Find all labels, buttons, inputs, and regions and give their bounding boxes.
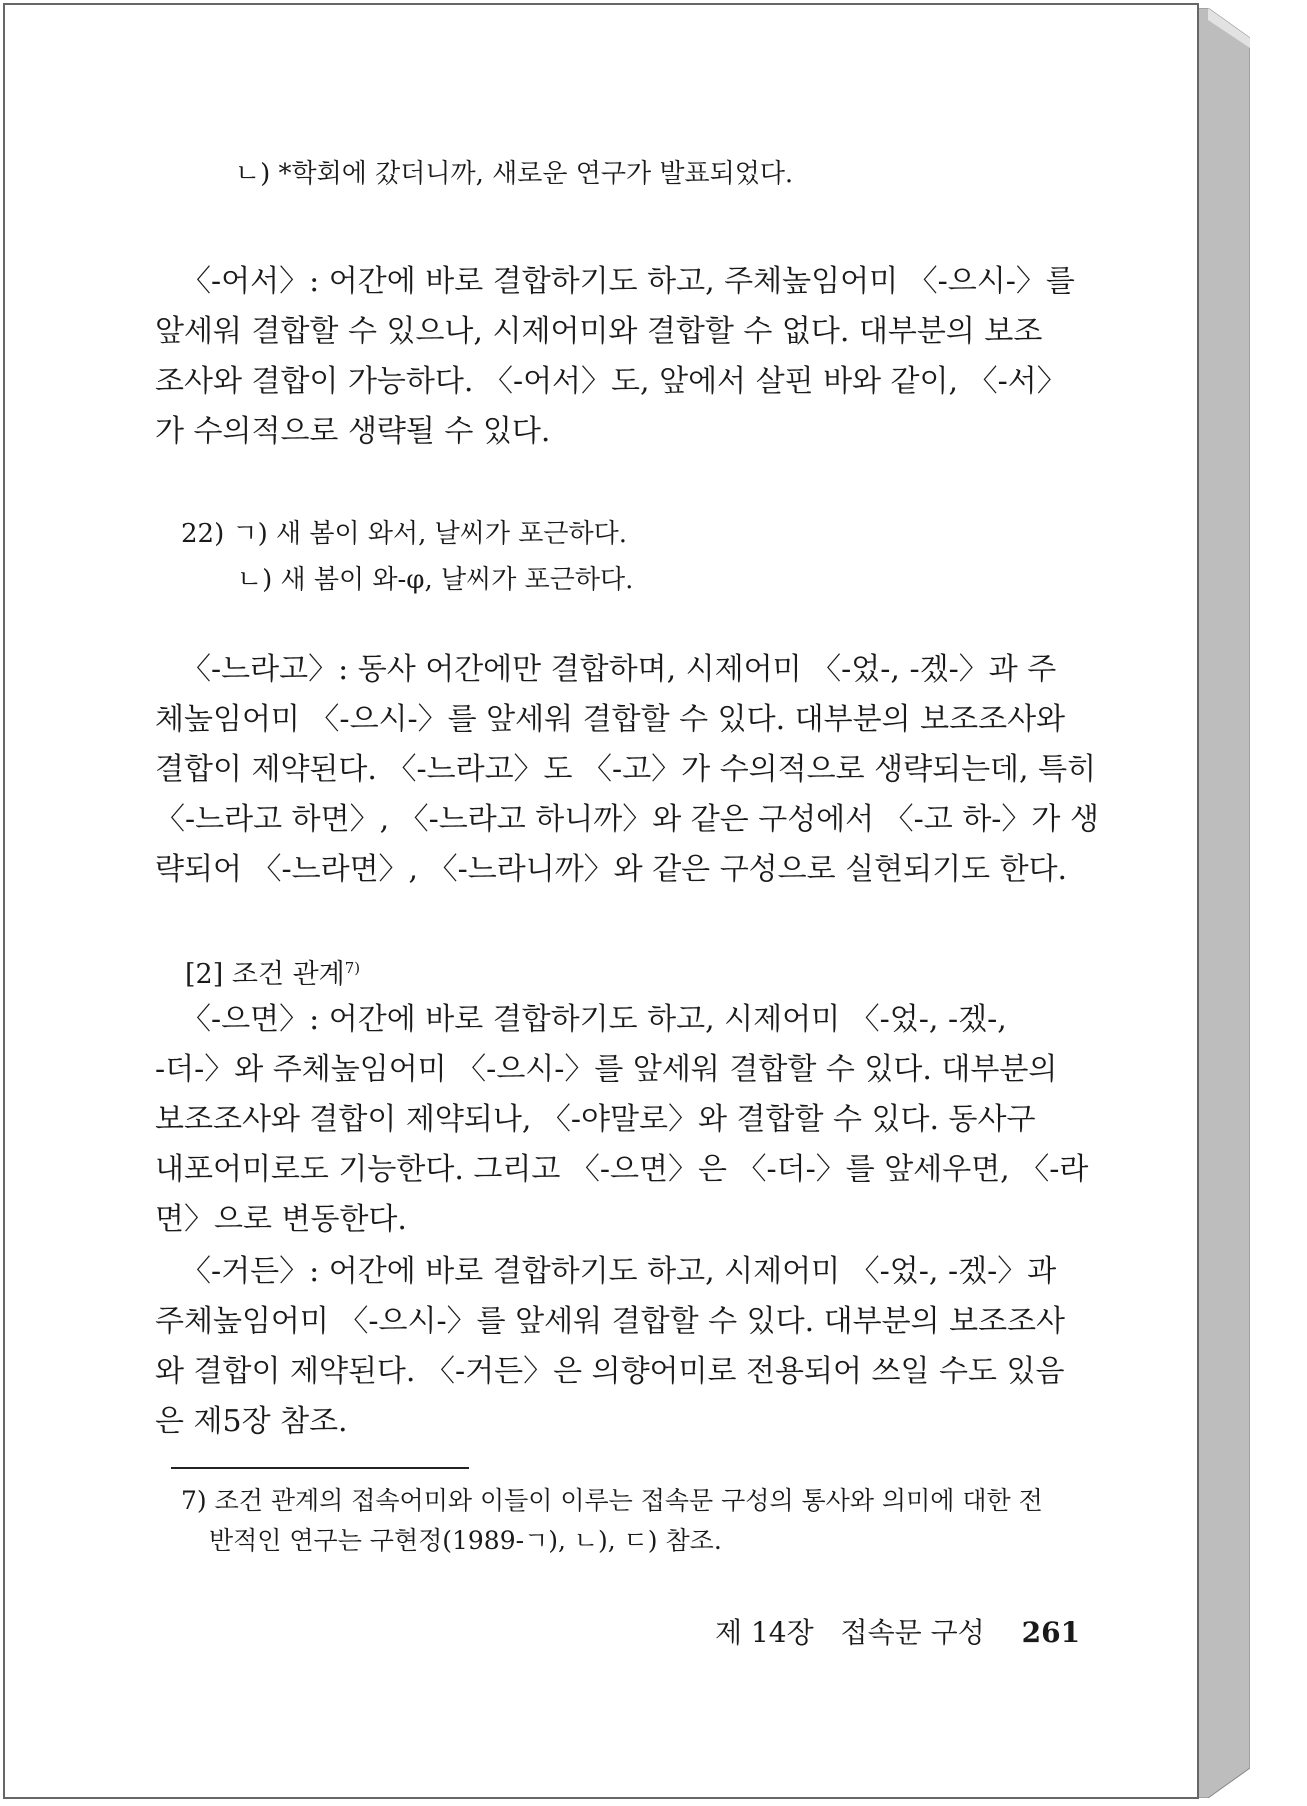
paragraph-line: 〈-거든〉: 어간에 바로 결합하기도 하고, 시제어미 〈-었-, -겠-〉과 [181, 1254, 1057, 1289]
paragraph-geodeun [155, 1247, 1065, 1447]
footnote-line: 반적인 연구는 구현정(1989-ㄱ), ㄴ), ㄷ) 참조. [209, 1526, 722, 1555]
running-head-title: 접속문 구성 [840, 1616, 985, 1649]
paragraph-eoseo [155, 257, 1075, 457]
section-heading-text: [2] 조건 관계 [185, 959, 345, 990]
paragraph-line: 보조조사와 결합이 제약되나, 〈-야말로〉와 결합할 수 있다. 동사구 [155, 1102, 1036, 1137]
paragraph-line: -더-〉와 주체높임어미 〈-으시-〉를 앞세워 결합할 수 있다. 대부분의 [155, 1052, 1058, 1087]
book-page-edge [1196, 8, 1250, 1798]
footnote-line: 7) 조건 관계의 접속어미와 이들이 이루는 접속문 구성의 통사와 의미에 대한 전 [181, 1486, 1043, 1515]
paragraph-line: 〈-느라고〉: 동사 어간에만 결합하며, 시제어미 〈-었-, -겠-〉과 주 [181, 652, 1057, 687]
paragraph-line: 〈-느라고 하면〉, 〈-느라고 하니까〉와 같은 구성에서 〈-고 하-〉가 생 [155, 802, 1099, 837]
paragraph-line: 략되어 〈-느라면〉, 〈-느라니까〉와 같은 구성으로 실현되기도 한다. [155, 852, 1068, 887]
paragraph-line: 〈-으면〉: 어간에 바로 결합하기도 하고, 시제어미 〈-었-, -겠-, [181, 1002, 1007, 1037]
section-heading [185, 945, 360, 998]
paragraph-line: 조사와 결합이 가능하다. 〈-어서〉도, 앞에서 살핀 바와 같이, 〈-서〉 [155, 364, 1067, 399]
running-head [715, 1611, 1098, 1651]
book-page [3, 3, 1199, 1799]
paragraph-line: 결합이 제약된다. 〈-느라고〉도 〈-고〉가 수의적으로 생략되는데, 특히 [155, 752, 1097, 787]
paragraph-line: 가 수의적으로 생략될 수 있다. [155, 414, 551, 449]
paragraph-line: 내포어미로도 기능한다. 그리고 〈-으면〉은 〈-더-〉를 앞세우면, 〈-라 [155, 1152, 1089, 1187]
paragraph-eumyeon [155, 995, 1088, 1245]
example-22-b: ㄴ) 새 봄이 와-φ, 날씨가 포근하다. [237, 565, 634, 595]
footnote-ref: 7) [344, 959, 361, 977]
paragraph-line: 〈-어서〉: 어간에 바로 결합하기도 하고, 주체높임어미 〈-으시-〉를 [181, 264, 1075, 299]
footnote-divider [171, 1467, 469, 1469]
paragraph-neurago [155, 645, 1099, 895]
paragraph-line: 은 제5장 참조. [155, 1404, 348, 1439]
page-number: 261 [1021, 1616, 1081, 1649]
paragraph-line: 체높임어미 〈-으시-〉를 앞세워 결합할 수 있다. 대부분의 보조조사와 [155, 702, 1066, 737]
paragraph-line: 앞세워 결합할 수 있으나, 시제어미와 결합할 수 없다. 대부분의 보조 [155, 314, 1043, 349]
example-22-a: 22) ㄱ) 새 봄이 와서, 날씨가 포근하다. [181, 519, 627, 549]
paragraph-line: 주체높임어미 〈-으시-〉를 앞세워 결합할 수 있다. 대부분의 보조조사 [155, 1304, 1066, 1339]
footnote-7 [181, 1481, 1043, 1561]
example-21-b: ㄴ) *학회에 갔더니까, 새로운 연구가 발표되었다. [235, 159, 794, 189]
paragraph-line: 와 결합이 제약된다. 〈-거든〉은 의향어미로 전용되어 쓰일 수도 있음 [155, 1354, 1065, 1389]
running-head-chapter: 제 14장 [715, 1616, 814, 1649]
paragraph-line: 면〉으로 변동한다. [155, 1202, 407, 1237]
